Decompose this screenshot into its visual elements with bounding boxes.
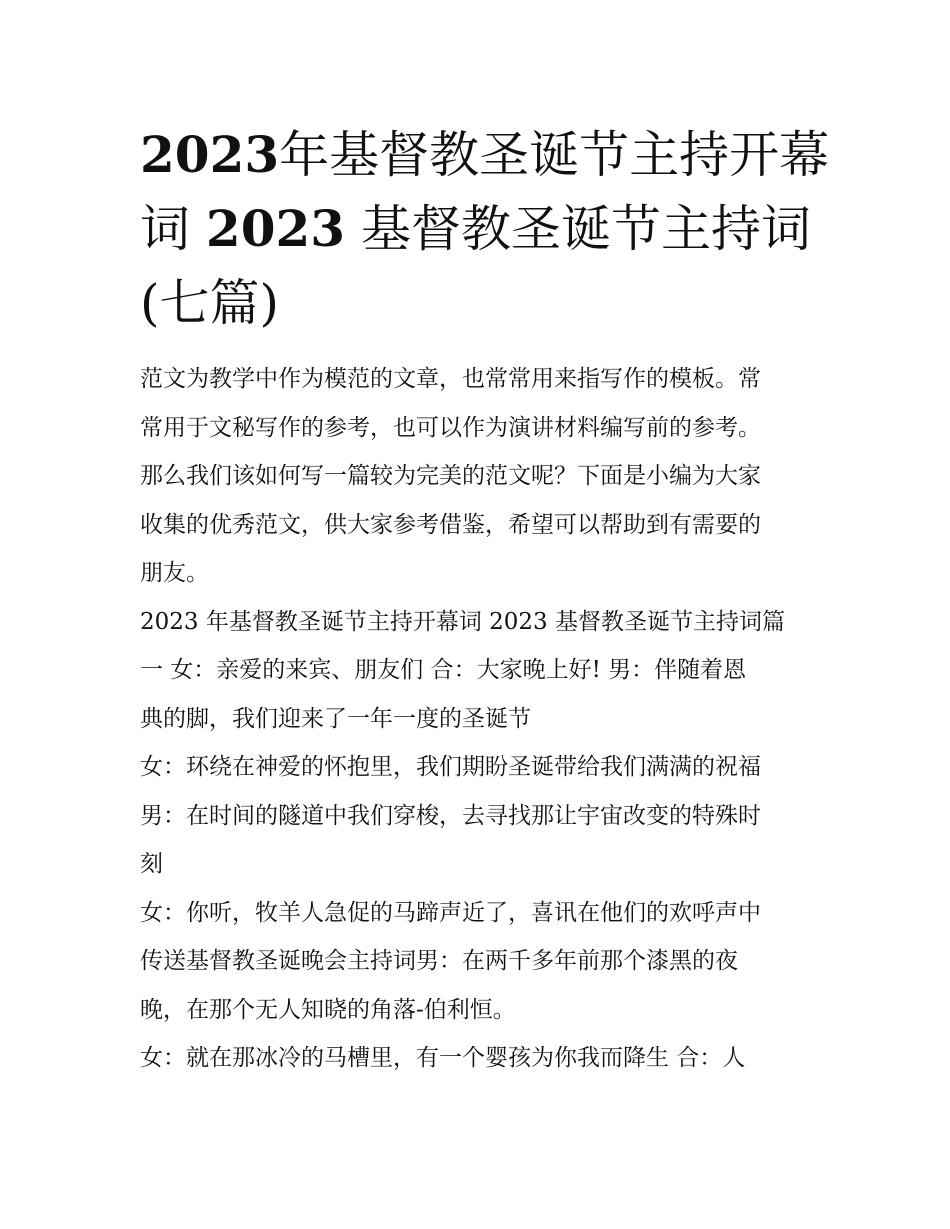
body-line: 女：你听，牧羊人急促的马蹄声近了，喜讯在他们的欢呼声中 [140,899,761,926]
body-line: 朋友。 [140,560,209,586]
body-line: 刻 [140,851,163,877]
title-text: 词 [140,200,190,258]
body-line: 一 女：亲爱的来宾、朋友们 合：大家晚上好! 男：伴随着恩 [140,657,747,683]
body-line: 常用于文秘写作的参考，也可以作为演讲材料编写前的参考。 [140,414,761,441]
body-line: 晚，在那个无人知晓的角落-伯利恒。 [140,996,516,1023]
title-line [140,118,830,192]
document-title [140,118,830,340]
body-line: 范文为教学中作为模范的文章，也常常用来指写作的模板。常 [140,366,761,392]
document-body [140,355,820,1083]
body-line: 那么我们该如何写一篇较为完美的范文呢？下面是小编为大家 [140,463,761,489]
title-year: 2023 [205,199,346,258]
body-line: 收集的优秀范文，供大家参考借鉴，希望可以帮助到有需要的 [140,511,761,538]
title-text: (七篇) [140,274,280,332]
title-text: 基督教圣诞节主持词 [360,200,811,258]
body-line: 女：环绕在神爱的怀抱里，我们期盼圣诞带给我们满满的祝福 [140,754,761,780]
body-line: 典的脚，我们迎来了一年一度的圣诞节 [140,705,531,732]
title-year: 2023 [140,125,280,184]
body-line: 男：在时间的隧道中我们穿梭，去寻找那让宇宙改变的特殊时 [140,802,761,829]
body-line: 2023 年基督教圣诞节主持开幕词 2023 基督教圣诞节主持词篇 [140,608,785,635]
title-line [140,192,820,266]
title-text: 年基督教圣诞节主持开幕 [279,126,830,184]
body-line: 传送基督教圣诞晚会主持词男：在两千多年前那个漆黑的夜 [140,948,738,974]
body-line: 女：就在那冰冷的马槽里，有一个婴孩为你我而降生 合：人 [140,1045,746,1071]
title-line [140,266,820,340]
